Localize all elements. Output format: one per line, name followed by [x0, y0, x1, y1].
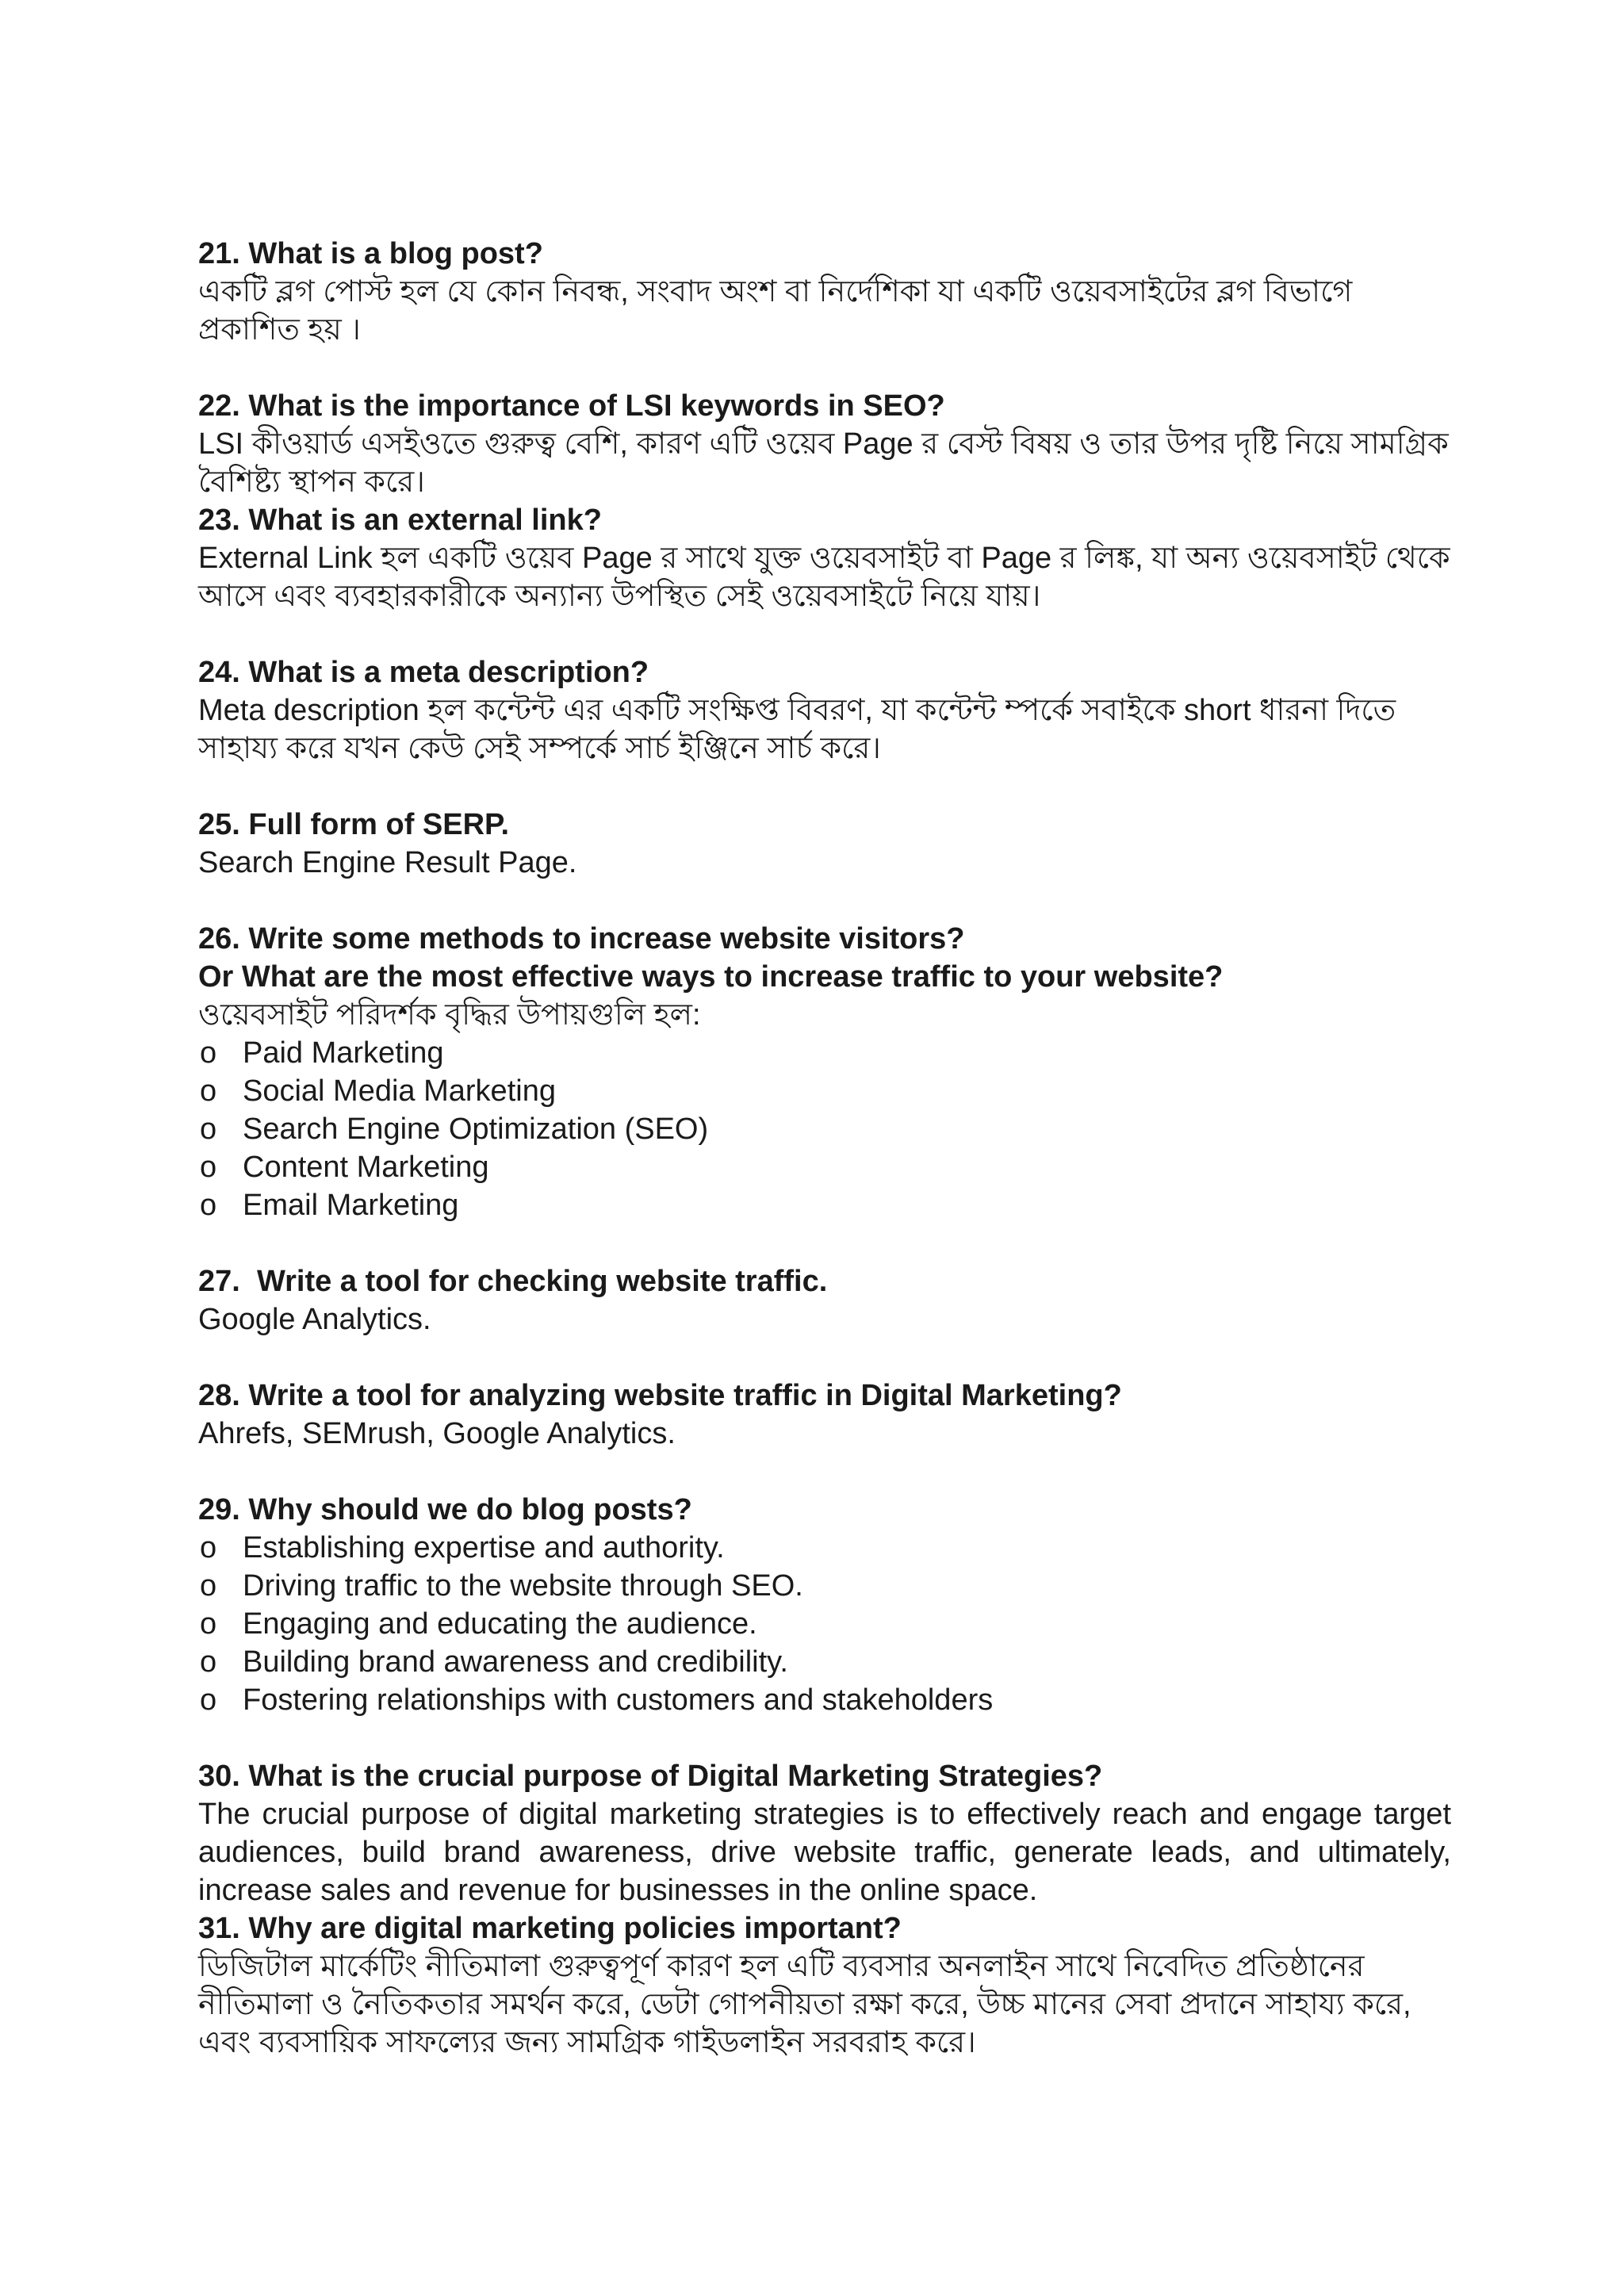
answer-26-intro: ওয়েবসাইট পরিদর্শক বৃদ্ধির উপায়গুলি হল:	[198, 998, 701, 1032]
qa-29	[198, 1491, 1451, 1719]
spacer	[198, 615, 1451, 653]
answer-21: একটি ব্লগ পোস্ট হল যে কোন নিবন্ধ, সংবাদ অংশ বা নির্দেশিকা যা একটি ওয়েবসাইটের ব্লগ বিভাগে প্রকাশিত হয় ।	[198, 275, 1353, 347]
qa-22	[198, 387, 1451, 501]
qa-24	[198, 653, 1451, 768]
list-item-text: Content Marketing	[243, 1151, 489, 1184]
question-31: 31. Why are digital marketing policies important?	[198, 1912, 902, 1945]
qa-26	[198, 920, 1451, 1224]
spacer	[198, 1224, 1451, 1262]
qa-31	[198, 1909, 1451, 2062]
question-23: 23. What is an external link?	[198, 504, 602, 537]
answer-24: Meta description হল কন্টেন্ট এর একটি সংক্ষিপ্ত বিবরণ, যা কন্টেন্ট ম্পর্কে সবাইকে short ধারনা দিতে সাহায্য করে যখন কেউ সেই সম্পর্কে সার্চ ইঞ্জিনে সার্চ করে।	[198, 694, 1396, 765]
bullet-marker: o	[200, 1113, 217, 1146]
question-26: 26. Write some methods to increase website visitors?	[198, 922, 965, 956]
list-item-text: Driving traffic to the website through SEO.	[243, 1569, 803, 1603]
bullet-marker: o	[200, 1189, 217, 1222]
list-item	[198, 1148, 1451, 1186]
question-26-alt: Or What are the most effective ways to increase traffic to your website?	[198, 960, 1224, 994]
list-item	[198, 1072, 1451, 1110]
list-item-text: Search Engine Optimization (SEO)	[243, 1113, 709, 1146]
question-21: 21. What is a blog post?	[198, 237, 543, 270]
list-item-text: Engaging and educating the audience.	[243, 1607, 757, 1641]
bullet-marker: o	[200, 1645, 217, 1679]
spacer	[198, 1338, 1451, 1377]
spacer	[198, 1719, 1451, 1757]
list-item	[198, 1034, 1451, 1072]
spacer	[198, 882, 1451, 920]
list-item-text: Building brand awareness and credibility.	[243, 1645, 788, 1679]
spacer	[198, 768, 1451, 806]
answer-25: Search Engine Result Page.	[198, 846, 577, 879]
bullet-marker: o	[200, 1074, 217, 1108]
question-25: 25. Full form of SERP.	[198, 808, 510, 841]
bullet-marker: o	[200, 1683, 217, 1717]
document-page	[198, 235, 1451, 2062]
answer-27: Google Analytics.	[198, 1303, 431, 1336]
answer-28: Ahrefs, SEMrush, Google Analytics.	[198, 1417, 676, 1450]
list-item	[198, 1605, 1451, 1643]
question-28: 28. Write a tool for analyzing website traffic in Digital Marketing?	[198, 1379, 1122, 1412]
bullet-marker: o	[200, 1036, 217, 1070]
answer-30: The crucial purpose of digital marketing strategies is to effectively reach and engage target audiences, build brand awareness, drive website traffic, generate leads, and ultimately, increase sales and revenue for businesses in the online space.	[198, 1798, 1451, 1907]
blog-benefits-list	[198, 1529, 1451, 1719]
list-item-text: Establishing expertise and authority.	[243, 1531, 725, 1564]
question-29: 29. Why should we do blog posts?	[198, 1493, 692, 1526]
qa-23	[198, 501, 1451, 615]
list-item-text: Social Media Marketing	[243, 1074, 556, 1108]
question-30: 30. What is the crucial purpose of Digital Marketing Strategies?	[198, 1760, 1103, 1793]
qa-27	[198, 1262, 1451, 1338]
qa-25	[198, 806, 1451, 882]
list-item	[198, 1529, 1451, 1567]
answer-22: LSI কীওয়ার্ড এসইওতে গুরুত্ব বেশি, কারণ এটি ওয়েব Page র বেস্ট বিষয় ও তার উপর দৃষ্টি নিয়ে সামগ্রিক বৈশিষ্ট্য স্থাপন করে।	[198, 427, 1449, 499]
qa-28	[198, 1377, 1451, 1453]
bullet-marker: o	[200, 1607, 217, 1641]
list-item	[198, 1110, 1451, 1148]
spacer	[198, 349, 1451, 387]
qa-21	[198, 235, 1451, 349]
question-22: 22. What is the importance of LSI keywords in SEO?	[198, 389, 945, 423]
spacer	[198, 1453, 1451, 1491]
list-item-text: Paid Marketing	[243, 1036, 444, 1070]
list-item	[198, 1681, 1451, 1719]
question-27: 27. Write a tool for checking website traffic.	[198, 1265, 828, 1298]
bullet-marker: o	[200, 1531, 217, 1564]
list-item	[198, 1567, 1451, 1605]
qa-30	[198, 1757, 1451, 1909]
answer-23: External Link হল একটি ওয়েব Page র সাথে যুক্ত ওয়েবসাইট বা Page র লিঙ্ক, যা অন্য ওয়েবসাইট থেকে আসে এবং ব্যবহারকারীকে অন্যান্য উপস্থিত সেই ওয়েবসাইটে নিয়ে যায়।	[198, 542, 1450, 613]
visitor-methods-list	[198, 1034, 1451, 1224]
bullet-marker: o	[200, 1569, 217, 1603]
list-item-text: Fostering relationships with customers and stakeholders	[243, 1683, 994, 1717]
list-item	[198, 1643, 1451, 1681]
list-item	[198, 1186, 1451, 1224]
list-item-text: Email Marketing	[243, 1189, 459, 1222]
bullet-marker: o	[200, 1151, 217, 1184]
question-24: 24. What is a meta description?	[198, 656, 649, 689]
answer-31: ডিজিটাল মার্কেটিং নীতিমালা গুরুত্বপূর্ণ কারণ হল এটি ব্যবসার অনলাইন সাথে নিবেদিত প্রতিষ্ঠানের নীতিমালা ও নৈতিকতার সমর্থন করে, ডেটা গোপনীয়তা রক্ষা করে, উচ্চ মানের সেবা প্রদানে সাহায্য করে, এবং ব্যবসায়িক সাফল্যের জন্য সামগ্রিক গাইডলাইন সরবরাহ করে।	[198, 1950, 1411, 2059]
